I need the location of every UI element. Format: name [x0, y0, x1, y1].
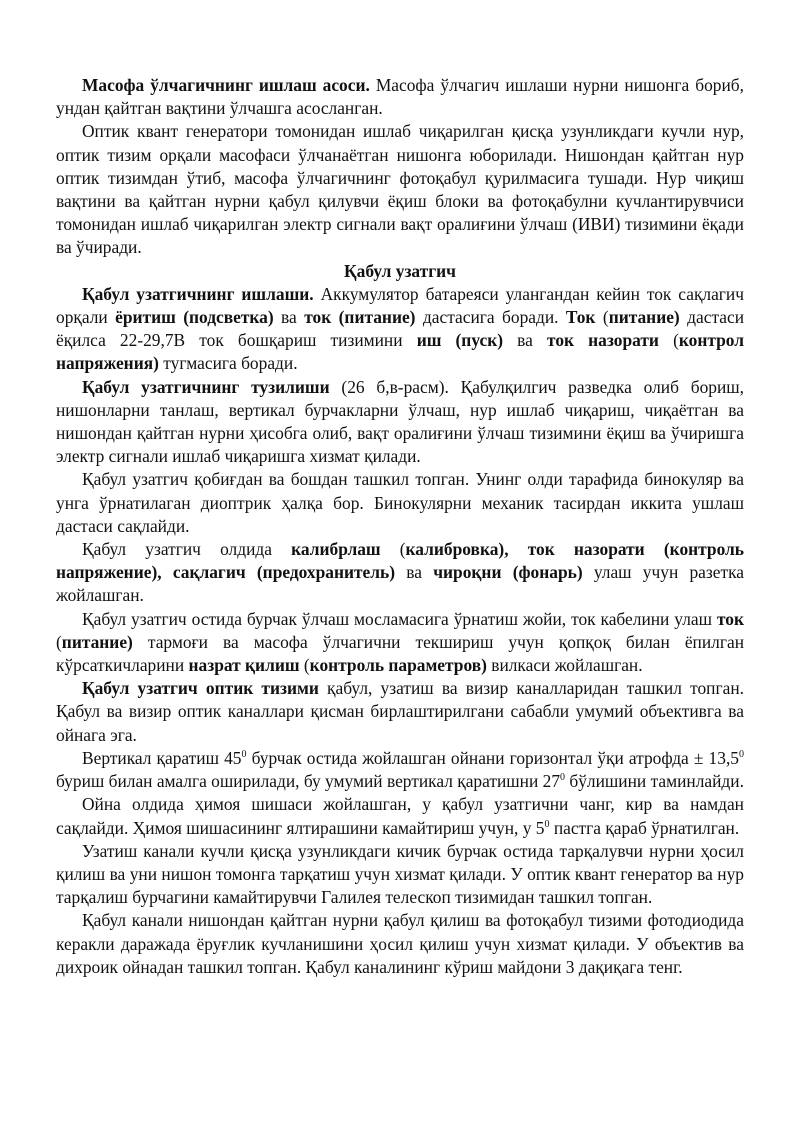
- bold-term: ток (питание): [304, 307, 416, 328]
- paragraph-protective-glass: [56, 793, 744, 839]
- bold-term: назрат қилиш: [188, 655, 300, 676]
- paragraph-text: (: [595, 307, 609, 328]
- paragraph-text: Вертикал қаратиш 45: [82, 747, 242, 768]
- paragraph-text: (: [658, 330, 679, 351]
- bold-term: иш (пуск): [416, 330, 504, 351]
- bold-term: Қабул узатгич оптик тизими: [82, 678, 319, 699]
- paragraph-text: қабул, узатиш ва визир каналларидан ташкил топган. Қабул ва визир оптик каналлари қисман бирлаштирилгани сабабли умумий объективга ва ойнага эга.: [56, 678, 744, 745]
- paragraph-text: тармоғи ва масофа ўлчагични текшириш учун қопқоқ билан ёпилган кўрсаткичларини: [56, 631, 744, 676]
- paragraph-text: пастга қараб ўрнатилган.: [549, 817, 740, 838]
- paragraph-text: Ойна олдида ҳимоя шишаси жойлашган, у қабул узатгични чанг, кир ва намдан сақлайди. Ҳимоя шишасининг ялтирашини камайтириш учун, у 5: [56, 794, 744, 838]
- bold-term: контроль параметров): [309, 655, 487, 676]
- bold-term: калибрлаш: [291, 539, 381, 560]
- paragraph-text: Қабул узатгич остида бурчак ўлчаш мосламасига ўрнатиш жойи, ток кабелини улаш: [82, 608, 717, 629]
- paragraph-vertical-aiming: [56, 747, 744, 793]
- bold-term: ёритиш (подсветка): [115, 307, 274, 328]
- paragraph-text: буриш билан амалга оширилади, бу умумий вертикал қаратишни 27: [56, 771, 561, 792]
- paragraph-text: ва: [503, 330, 547, 351]
- paragraph-rangefinder-principle: [56, 74, 744, 120]
- paragraph-text: ва: [395, 562, 434, 583]
- paragraph-text: Аккумулятор батареяси улангандан кейин ток сақлагич орқали: [56, 283, 744, 328]
- paragraph-text: бурчак остида жойлашган ойнани горизонтал ўқи атрофда ± 13,5: [246, 747, 739, 768]
- paragraph-text: дастасига боради.: [415, 307, 566, 328]
- bold-term: контрол напряжения): [56, 330, 745, 374]
- bold-term: ток назорати: [547, 330, 659, 351]
- paragraph-optical-generator: [56, 120, 744, 259]
- paragraph-text: ва: [273, 307, 305, 328]
- paragraph-text: вилкаси жойлашган.: [486, 655, 643, 676]
- bold-term: ток: [716, 608, 744, 629]
- paragraph-text: (26 б,в-расм). Қабулқилгич разведка олиб бориш, нишонларни танлаш, вертикал бурчакларни ўлчаш, нур ишлаб чиқариш, чиқаётган ва нишондан қайтган нурни ҳисобга олиб, вақт оралиғини ўлчаш тизимини ёқиш ва ўчиришга электр сигнали ишлаб чиқаришга хизмат қилади.: [56, 376, 744, 467]
- bold-term: Масофа ўлчагичнинг ишлаш асоси.: [82, 75, 370, 95]
- paragraph-optical-system: [56, 677, 744, 747]
- paragraph-text: (: [380, 539, 406, 560]
- paragraph-transceiver-structure: [56, 376, 744, 469]
- degree-superscript: 0: [739, 748, 744, 760]
- document-page: [56, 74, 744, 979]
- paragraph-bottom-connector: [56, 608, 744, 678]
- paragraph-text: тугмасига боради.: [158, 353, 298, 374]
- bold-term: Ток: [565, 307, 596, 328]
- bold-term: чироқни (фонарь): [433, 562, 583, 583]
- paragraph-receive-channel: [56, 909, 744, 979]
- bold-term: калибровка), ток назорати (контроль напряжение), сақлагич (предохранитель): [56, 539, 745, 583]
- degree-superscript: 0: [241, 748, 247, 760]
- bold-term: питание): [608, 307, 680, 328]
- degree-superscript: 0: [560, 772, 566, 784]
- degree-superscript: 0: [544, 818, 550, 830]
- paragraph-text: Масофа ўлчагич ишлаши нурни нишонга бориб, ундан қайтган вақтини ўлчашга асосланган.: [56, 75, 744, 119]
- bold-term: Қабул узатгичнинг ишлаши.: [82, 283, 314, 304]
- paragraph-text: дастаси ёқилса 22-29,7В ток бошқариш тизимини: [56, 307, 745, 351]
- paragraph-housing: [56, 468, 744, 538]
- paragraph-text: Қабул канали нишондан қайтган нурни қабул қилиш ва фотоқабул тизими фотодиодида керакли даражада ёруғлик кучланишини ҳосил қилиш учун хизмат қилади. У объектив ва дихроик ойнадан ташкил топган. Қабул каналининг кўриш майдони 3 дақиқага тенг.: [56, 910, 744, 977]
- paragraph-text: (: [299, 655, 310, 676]
- paragraph-transmit-channel: [56, 840, 744, 910]
- section-heading: Қабул узатгич: [344, 260, 456, 281]
- paragraph-front-socket: [56, 538, 744, 608]
- paragraph-text: Қабул узатгич қобиғдан ва бошдан ташкил топган. Унинг олди тарафида бинокуляр ва унга ўрнатилаган диоптрик ҳалқа бор. Бинокулярни механик тасирдан иккита ушлаш дастаси сақлайди.: [56, 469, 744, 536]
- paragraph-text: Узатиш канали кучли қисқа узунликдаги кичик бурчак остида тарқалувчи нурни ҳосил қилиш ва уни нишон томонга тарқатиш учун хизмат қилади. У оптик квант генератор ва нур тарқалиш бурчагини камайтирувчи Галилея телескоп тизимидан ташкил топган.: [56, 840, 744, 908]
- bold-term: Қабул узатгичнинг тузилиши: [82, 376, 330, 397]
- paragraph-text: бўлишини таминлайди.: [565, 771, 744, 792]
- paragraph-text: улаш учун разетка жойлашган.: [56, 562, 744, 606]
- paragraph-transceiver-operation: [56, 283, 744, 376]
- paragraph-text: Оптик квант генератори томонидан ишлаб чиқарилган қисқа узунликдаги кучли нур, оптик тизим орқали масофаси ўлчанаётган нишонга юборилади. Нишондан қайтган нур оптик тизимдан ўтиб, масофа ўлчагичнинг фотоқабул қурилмасига тушади. Нур чиқиш вақтини ва қайтган нурни қабул қилувчи ёқиш блоки ва фотоқабулни кучлантирувчиси томонидан ишлаб чиқарилган электр сигнали вақт оралиғини ўлчаш (ИВИ) тизимини ёқади ва ўчиради.: [56, 121, 744, 258]
- bold-term: питание): [61, 631, 133, 652]
- paragraph-text: (: [56, 631, 62, 652]
- paragraph-text: Қабул узатгич олдида: [82, 539, 292, 560]
